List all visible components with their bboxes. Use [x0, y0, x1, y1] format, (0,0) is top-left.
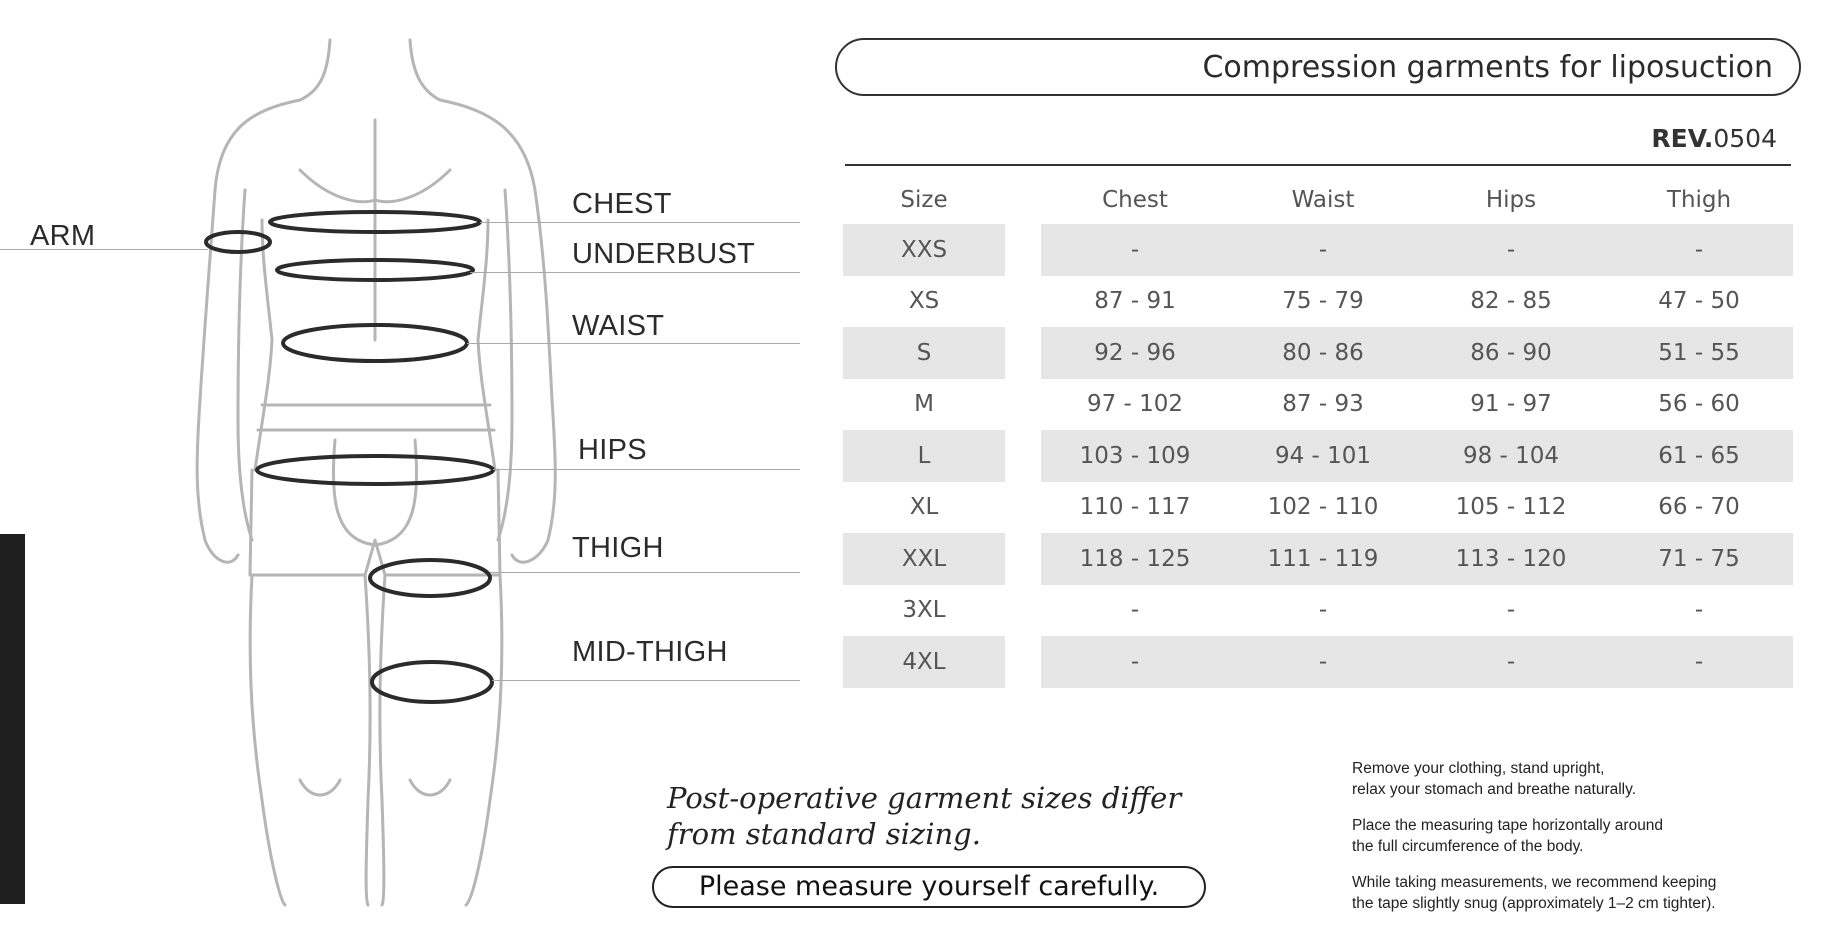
thigh-cell: 51 - 55: [1605, 327, 1793, 379]
table-row: [843, 482, 1793, 534]
instruction-line: relax your stomach and breathe naturally.: [1352, 781, 1637, 798]
hips-cell: 113 - 120: [1417, 533, 1605, 585]
hips-band: [257, 456, 493, 484]
waist-cell: -: [1229, 224, 1417, 276]
hips-cell: 98 - 104: [1417, 430, 1605, 482]
waist-cell: 102 - 110: [1267, 494, 1379, 521]
chest-cell: -: [1130, 597, 1140, 624]
waist-leader-line: [467, 343, 800, 344]
table-row: [843, 224, 1793, 276]
thigh-cell: 61 - 65: [1605, 430, 1793, 482]
hips-leader-line: [493, 469, 800, 470]
underbust-label: UNDERBUST: [572, 238, 756, 270]
waist-cell: -: [1229, 636, 1417, 688]
header-hips: Hips: [1485, 187, 1537, 213]
title-pill: [835, 38, 1801, 96]
size-cell: M: [914, 391, 934, 418]
hips-cell: -: [1417, 224, 1605, 276]
instruction-line: Place the measuring tape horizontally around: [1352, 817, 1664, 834]
size-cell: XS: [908, 288, 940, 315]
chest-leader-line: [480, 222, 800, 223]
size-cell: XL: [909, 494, 939, 521]
underbust-leader-line: [470, 272, 800, 273]
header-rule: [845, 164, 1791, 166]
thigh-band: [370, 560, 490, 596]
header-waist: Waist: [1291, 187, 1355, 213]
header-size: Size: [900, 187, 948, 213]
size-cell: S: [843, 327, 1005, 379]
chest-cell: 110 - 117: [1079, 494, 1191, 521]
page-title: Compression garments for liposuction: [1202, 50, 1773, 85]
instruction-paragraph: [1352, 872, 1812, 914]
table-row: [843, 585, 1793, 637]
size-chart-table: [843, 176, 1793, 688]
gap-cell: [1005, 482, 1041, 534]
mid-thigh-leader-line: [492, 680, 800, 681]
chest-cell: -: [1041, 224, 1229, 276]
thigh-cell: 47 - 50: [1658, 288, 1740, 315]
table-row: [843, 636, 1793, 688]
arm-label: ARM: [30, 220, 96, 252]
gap-cell: [1005, 224, 1041, 276]
waist-cell: 87 - 93: [1282, 391, 1364, 418]
gap-cell: [1005, 430, 1041, 482]
arm-band: [206, 232, 270, 252]
table-header-row: [843, 176, 1793, 224]
waist-label: WAIST: [572, 310, 665, 342]
thigh-cell: -: [1605, 224, 1793, 276]
mid-thigh-band: [372, 662, 492, 702]
hips-cell: 91 - 97: [1470, 391, 1552, 418]
waist-cell: 94 - 101: [1229, 430, 1417, 482]
sizing-note-line-1: Post-operative garment sizes differ: [667, 781, 1182, 815]
chest-cell: -: [1041, 636, 1229, 688]
waist-cell: 111 - 119: [1229, 533, 1417, 585]
gap-cell: [1005, 533, 1041, 585]
gap-cell: [1005, 636, 1041, 688]
header-thigh: Thigh: [1666, 187, 1732, 213]
chest-cell: 97 - 102: [1086, 391, 1184, 418]
size-cell: L: [843, 430, 1005, 482]
instruction-line: Remove your clothing, stand upright,: [1352, 760, 1605, 777]
size-cell: XXL: [843, 533, 1005, 585]
instruction-line: the tape slightly snug (approximately 1–2 cm tighter).: [1352, 895, 1716, 912]
size-cell: 3XL: [902, 597, 946, 624]
mid-thigh-label: MID-THIGH: [572, 636, 728, 668]
instruction-paragraph: [1352, 758, 1812, 800]
revision-code: [1651, 124, 1777, 153]
thigh-cell: 66 - 70: [1658, 494, 1740, 521]
measure-carefully-callout: Please measure yourself carefully.: [652, 866, 1206, 908]
table-row: [843, 276, 1793, 328]
table-row: [843, 379, 1793, 431]
gap-cell: [1005, 585, 1041, 637]
waist-cell: 75 - 79: [1282, 288, 1364, 315]
measuring-instructions: [1352, 758, 1812, 929]
thigh-label: THIGH: [572, 532, 664, 564]
chest-cell: 87 - 91: [1094, 288, 1176, 315]
thigh-cell: -: [1605, 636, 1793, 688]
sizing-note: [667, 780, 1187, 852]
table-row: [843, 430, 1793, 482]
revision-prefix: REV.: [1651, 124, 1714, 153]
revision-number: 0504: [1713, 124, 1777, 153]
thigh-leader-line: [490, 572, 800, 573]
hips-cell: 105 - 112: [1455, 494, 1567, 521]
instruction-paragraph: [1352, 815, 1812, 857]
header-gap: [1005, 176, 1041, 224]
instruction-line: While taking measurements, we recommend keeping: [1352, 874, 1717, 891]
hips-label: HIPS: [578, 434, 647, 466]
size-cell: 4XL: [843, 636, 1005, 688]
gap-cell: [1005, 276, 1041, 328]
header-chest: Chest: [1102, 187, 1168, 213]
waist-cell: -: [1318, 597, 1328, 624]
thigh-cell: 56 - 60: [1658, 391, 1740, 418]
table-row: [843, 327, 1793, 379]
thigh-cell: 71 - 75: [1605, 533, 1793, 585]
hips-cell: -: [1417, 636, 1605, 688]
chest-cell: 118 - 125: [1041, 533, 1229, 585]
chest-cell: 92 - 96: [1041, 327, 1229, 379]
instruction-line: the full circumference of the body.: [1352, 838, 1584, 855]
chest-cell: 103 - 109: [1041, 430, 1229, 482]
waist-cell: 80 - 86: [1229, 327, 1417, 379]
chest-label: CHEST: [572, 188, 672, 220]
hips-cell: -: [1506, 597, 1516, 624]
gap-cell: [1005, 327, 1041, 379]
size-cell: XXS: [843, 224, 1005, 276]
thigh-cell: -: [1694, 597, 1704, 624]
table-row: [843, 533, 1793, 585]
hips-cell: 82 - 85: [1470, 288, 1552, 315]
hips-cell: 86 - 90: [1417, 327, 1605, 379]
gap-cell: [1005, 379, 1041, 431]
side-edge-bar: [0, 534, 25, 904]
sizing-note-line-2: from standard sizing.: [667, 817, 981, 851]
